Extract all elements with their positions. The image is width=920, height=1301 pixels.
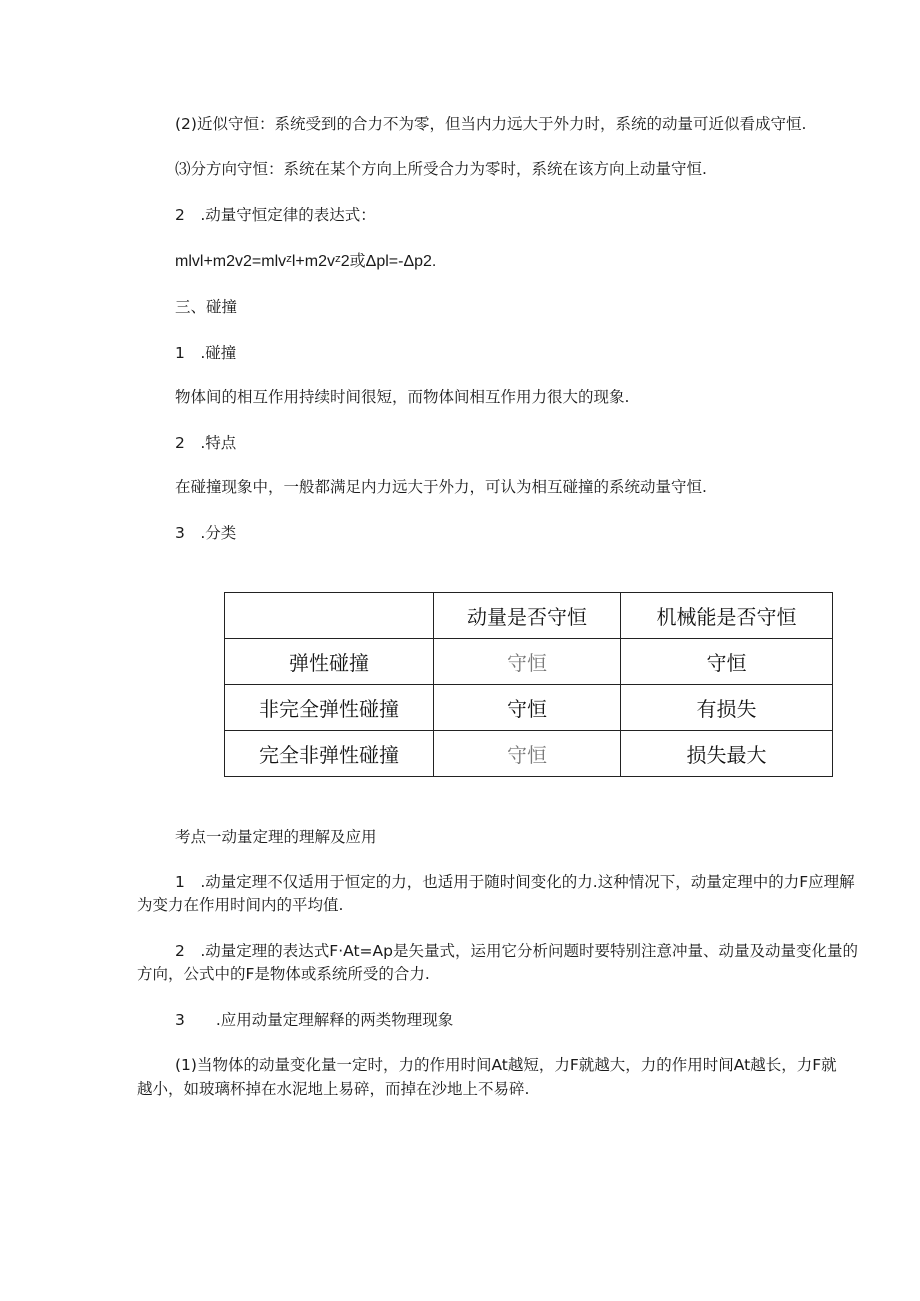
kaodian-point3: 3 .应用动量定理解释的两类物理现象 <box>175 1011 454 1029</box>
table-cell: 非完全弹性碰撞 <box>225 685 434 731</box>
kaodian-point2-line1: 2 .动量定理的表达式F·At=Ap是矢量式，运用它分析问题时要特别注意冲量、动量及动量变化量的 <box>175 942 858 960</box>
collision-classification-table <box>224 592 833 777</box>
collision-definition: 物体间的相互作用持续时间很短，而物体间相互作用力很大的现象. <box>175 388 630 406</box>
feature-text: 在碰撞现象中，一般都满足内力远大于外力，可认为相互碰撞的系统动量守恒. <box>175 478 707 496</box>
kaodian-point1-line2: 为变力在作用时间内的平均值. <box>137 896 344 914</box>
table-cell: 守恒 <box>434 639 621 685</box>
table-cell: 守恒 <box>434 731 621 777</box>
table-row <box>225 639 833 685</box>
kaodian-point1-line1: 1 .动量定理不仅适用于恒定的力，也适用于随时间变化的力.这种情况下，动量定理中的力F应理解 <box>175 873 855 891</box>
table-cell: 守恒 <box>621 639 833 685</box>
table-header-cell <box>225 593 434 639</box>
kaodian-point2-line2: 方向，公式中的F是物体或系统所受的合力. <box>137 965 430 983</box>
table-cell: 守恒 <box>434 685 621 731</box>
approx-conservation-text: (2)近似守恒：系统受到的合力不为零，但当内力远大于外力时，系统的动量可近似看成守恒. <box>175 115 807 133</box>
momentum-formula: mlvl+m2v2=mlvᶻl+m2vᶻ2或Δpl=-Δp2. <box>175 253 437 270</box>
table-row <box>225 685 833 731</box>
kaodian-point4-line2: 越小，如玻璃杯掉在水泥地上易碎，而掉在沙地上不易碎. <box>137 1080 530 1098</box>
table-header-row <box>225 593 833 639</box>
table-header-cell: 动量是否守恒 <box>434 593 621 639</box>
classification-heading: 3 .分类 <box>175 524 237 542</box>
collision-heading: 1 .碰撞 <box>175 344 237 362</box>
table-header-cell: 机械能是否守恒 <box>621 593 833 639</box>
table-cell: 损失最大 <box>621 731 833 777</box>
direction-conservation-text: ⑶分方向守恒：系统在某个方向上所受合力为零时，系统在该方向上动量守恒. <box>175 160 707 178</box>
expression-heading: 2 .动量守恒定律的表达式： <box>175 206 376 224</box>
table-cell: 有损失 <box>621 685 833 731</box>
table-cell: 弹性碰撞 <box>225 639 434 685</box>
feature-heading: 2 .特点 <box>175 434 237 452</box>
table-row <box>225 731 833 777</box>
table-cell: 完全非弹性碰撞 <box>225 731 434 777</box>
section-title-collision: 三、碰撞 <box>175 298 238 316</box>
kaodian-title: 考点一动量定理的理解及应用 <box>175 828 377 846</box>
kaodian-point4-line1: (1)当物体的动量变化量一定时，力的作用时间At越短，力F就越大，力的作用时间At越长，力F就 <box>175 1056 837 1074</box>
